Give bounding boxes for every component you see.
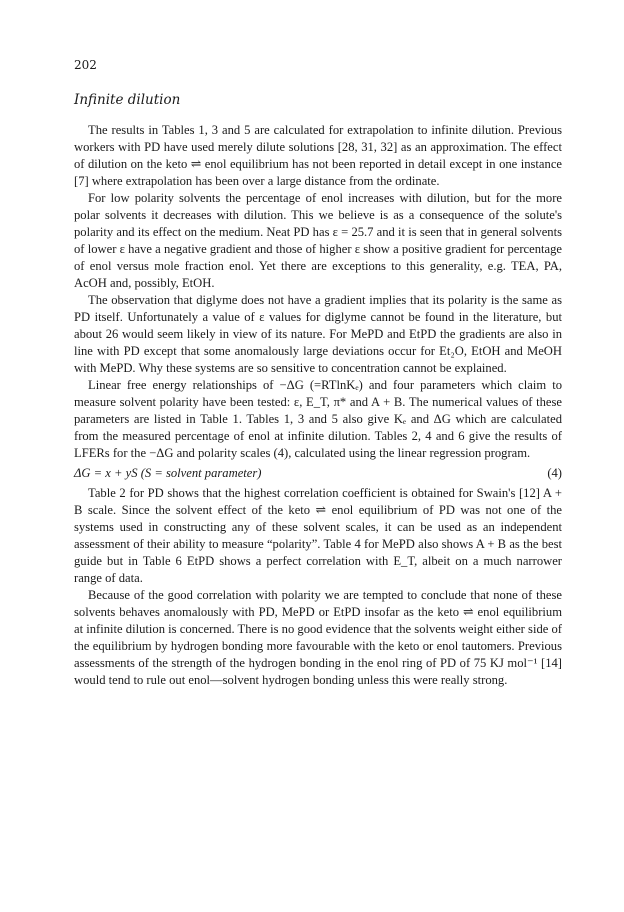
page-number: 202 bbox=[74, 58, 97, 72]
paragraph: Linear free energy relationships of −ΔG (=RTlnKₑ) and four parameters which claim to measure solvent polarity have been tested: ε, E_T, π* and A + B. The numerical values of these parameters are listed in Table 1. Tables 1, 3 and 5 also give Kₑ and ΔG which are calculated from the measured percentage of enol at infinite dilution. Tables 2, 4 and 6 give the results of LFERs for the −ΔG and polarity scales (4), calculated using the linear regression program. bbox=[74, 378, 562, 460]
equation-text: ΔG = x + yS (S = solvent parameter) bbox=[74, 466, 262, 480]
paragraph: Table 2 for PD shows that the highest correlation coefficient is obtained for Swain's [12] A + B scale. Since the solvent effect of the keto ⇌ enol equilibrium of PD was not one of the systems used in constructing any of these solvent scales, it can be used as an independent assessment of their ability to measure “polarity”. Table 4 for MePD also shows A + B as the best guide but in Table 6 EtPD shows a perfect correlation with E_T, albeit on a much narrower range of data. bbox=[74, 486, 562, 585]
paragraph: Because of the good correlation with polarity we are tempted to conclude that none of these solvents behaves anomalously with PD, MePD or EtPD insofar as the keto ⇌ enol equilibrium at infinite dilution is concerned. There is no good evidence that the solvents weight either side of the equilibrium by hydrogen bonding more favourable with the keto or enol tautomers. Previous assessments of the strength of the hydrogen bonding in the enol ring of PD of 75 KJ mol⁻¹ [14] would tend to rule out enol—solvent hydrogen bonding unless this were really strong. bbox=[74, 588, 562, 687]
paragraph: The observation that diglyme does not have a gradient implies that its polarity is the same as PD itself. Unfortunately a value of ε values for diglyme cannot be found in the literature, but about 26 would seem likely in view of its nature. For MePD and EtPD the gradients are also in line with PD except that some anomalously large deviations occur for Et₂O, EtOH and MeOH with MePD. Why these systems are so sensitive to concentration cannot be explained. bbox=[74, 293, 562, 375]
section-title: Infinite dilution bbox=[74, 92, 181, 108]
equation bbox=[74, 465, 562, 482]
body-text bbox=[74, 122, 562, 689]
equation-number: (4) bbox=[547, 466, 562, 480]
paragraph: The results in Tables 1, 3 and 5 are calculated for extrapolation to infinite dilution. Previous workers with PD have used merely dilute solutions [28, 31, 32] as an approximation. The effect of dilution on the keto ⇌ enol equilibrium has not been reported in detail except in one instance [7] where extrapolation has been over a large distance from the ordinate. bbox=[74, 123, 562, 188]
paragraph: For low polarity solvents the percentage of enol increases with dilution, but for the more polar solvents it decreases with dilution. This we believe is as a consequence of the solute's polarity and its effect on the medium. Neat PD has ε = 25.7 and it is seen that in general solvents of lower ε have a negative gradient and those of higher ε show a positive gradient for percentage of enol versus mole fraction enol. Yet there are exceptions to this generality, e.g. TEA, PA, AcOH and, possibly, EtOH. bbox=[74, 191, 562, 290]
